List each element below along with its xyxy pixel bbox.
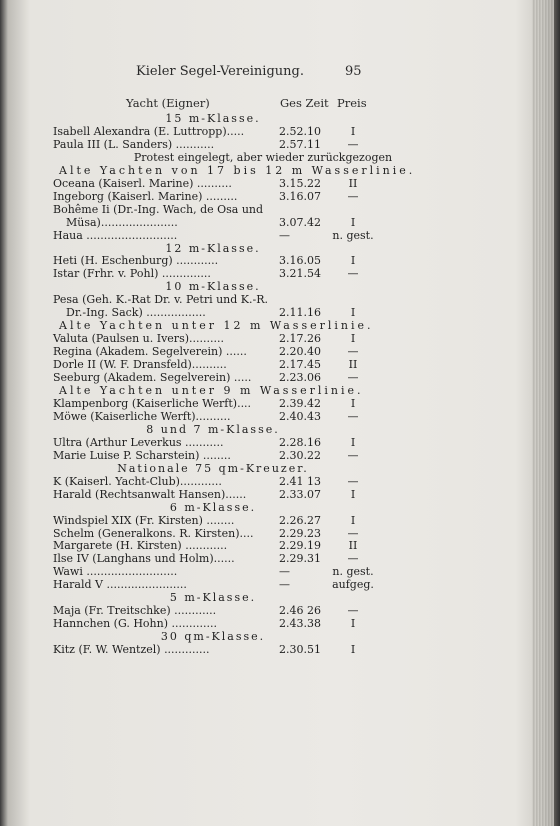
result-row (53, 411, 373, 424)
prize: I (350, 332, 356, 346)
class-heading-text: 10 m-Klasse. (165, 280, 261, 294)
yacht-owner: Dorle II (W. F. Dransfeld).......... (53, 358, 227, 372)
prize: — (347, 267, 359, 281)
prize: n. gest. (332, 565, 374, 579)
prize: — (347, 526, 359, 540)
prize: I (350, 487, 356, 501)
total-time: 3.16.05 (279, 254, 321, 268)
class-heading-text: 6 m-Klasse. (169, 500, 257, 514)
prize: I (350, 435, 356, 449)
prize: — (347, 448, 359, 462)
prize: — (347, 409, 359, 423)
total-time: 2.46 26 (279, 604, 321, 618)
prize: II (348, 358, 358, 372)
total-time: 2.41 13 (279, 474, 321, 488)
prize: I (350, 254, 356, 268)
total-time: 2.29.31 (279, 552, 321, 566)
class-heading-text: Alte Yachten unter 9 m Wasserlinie. (59, 384, 364, 398)
prize: — (347, 604, 359, 618)
yacht-owner: Hannchen (G. Hohn) ............. (53, 617, 217, 631)
class-heading (53, 502, 373, 515)
yacht-column-header: Yacht (Eigner) (126, 96, 210, 110)
page-edges (532, 0, 554, 826)
result-row (53, 191, 373, 204)
yacht-owner: Möwe (Kaiserliche Werft).......... (53, 409, 231, 423)
class-heading-text: Alte Yachten unter 12 m Wasserlinie. (59, 319, 374, 333)
prize: — (347, 137, 359, 151)
prize: II (348, 176, 358, 190)
total-time: — (279, 228, 290, 242)
total-time: 2.30.51 (279, 643, 321, 657)
class-heading-text: Alte Yachten von 17 bis 12 m Wasserlinie. (59, 163, 416, 177)
yacht-owner: Kitz (F. W. Wentzel) ............. (53, 643, 210, 657)
total-time: 2.52.10 (279, 124, 321, 138)
result-row (53, 450, 373, 463)
prize: — (347, 474, 359, 488)
running-title: Kieler Segel-Vereinigung. (136, 64, 304, 79)
prize: n. gest. (332, 228, 374, 242)
class-heading (53, 463, 373, 476)
result-row-continuation (53, 217, 373, 230)
yacht-owner: Isabell Alexandra (E. Luttropp)..... (53, 124, 245, 138)
yacht-owner: K (Kaiserl. Yacht-Club)............ (53, 474, 222, 488)
total-time: 2.40.43 (279, 409, 321, 423)
column-headers (40, 96, 370, 112)
result-row (53, 126, 373, 139)
yacht-owner: Windspiel XIX (Fr. Kirsten) ........ (53, 513, 235, 527)
total-time: 2.29.19 (279, 539, 321, 553)
yacht-owner: Dr.-Ing. Sack) ................. (66, 306, 206, 320)
total-time: 2.29.23 (279, 526, 321, 540)
note-text: Protest eingelegt, aber wieder zurückgezogen (133, 150, 393, 164)
total-time: 2.28.16 (279, 435, 321, 449)
book-page (40, 50, 525, 820)
result-row (53, 178, 373, 191)
yacht-owner: Ingeborg (Kaiserl. Marine) ......... (53, 189, 238, 203)
total-time: 3.07.42 (279, 215, 321, 229)
result-row (53, 398, 373, 411)
prize: aufgeg. (332, 578, 374, 592)
total-time: 2.39.42 (279, 396, 321, 410)
yacht-owner: Heti (H. Eschenburg) ............ (53, 254, 219, 268)
page-number: 95 (345, 64, 362, 79)
prize: I (350, 124, 356, 138)
total-time: 2.11.16 (279, 306, 321, 320)
yacht-owner: Wawi .......................... (53, 565, 178, 579)
result-row (53, 644, 373, 657)
page-header (40, 64, 370, 84)
result-row (53, 139, 373, 152)
result-row (53, 204, 373, 217)
yacht-owner: Paula III (L. Sanders) ........... (53, 137, 215, 151)
yacht-owner: Ultra (Arthur Leverkus ........... (53, 435, 224, 449)
yacht-owner: Margarete (H. Kirsten) ............ (53, 539, 228, 553)
total-time: 2.43.38 (279, 617, 321, 631)
total-time: 3.21.54 (279, 267, 321, 281)
total-time: 2.20.40 (279, 345, 321, 359)
total-time: 2.33.07 (279, 487, 321, 501)
prize: I (350, 215, 356, 229)
yacht-owner: Bohême Ii (Dr.-Ing. Wach, de Osa und (53, 202, 264, 216)
class-heading-text: 12 m-Klasse. (165, 241, 261, 255)
yacht-owner: Seeburg (Akadem. Segelverein) ..... (53, 371, 252, 385)
prize: I (350, 306, 356, 320)
total-time: — (279, 565, 290, 579)
class-heading (53, 113, 373, 126)
total-time: 2.17.45 (279, 358, 321, 372)
result-row (53, 515, 373, 528)
result-row (53, 230, 373, 243)
yacht-owner: Pesa (Geh. K.-Rat Dr. v. Petri und K.-R. (53, 293, 269, 307)
total-time: 2.26.27 (279, 513, 321, 527)
class-heading-text: 8 und 7 m-Klasse. (146, 422, 280, 436)
yacht-owner: Harald V ....................... (53, 578, 187, 592)
yacht-owner: Marie Luise P. Scharstein) ........ (53, 448, 231, 462)
results-list (53, 112, 416, 657)
yacht-owner: Istar (Frhr. v. Pohl) .............. (53, 267, 211, 281)
yacht-owner: Maja (Fr. Treitschke) ............ (53, 604, 217, 618)
yacht-owner: Haua .......................... (53, 228, 178, 242)
yacht-owner: Harald (Rechtsanwalt Hansen)...... (53, 487, 247, 501)
prize: I (350, 617, 356, 631)
protest-note (53, 150, 393, 165)
class-heading-text: Nationale 75 qm-Kreuzer. (117, 461, 309, 475)
yacht-owner: Müsa)...................... (66, 215, 178, 229)
total-time: 2.23.06 (279, 371, 321, 385)
prize: I (350, 396, 356, 410)
class-heading (53, 424, 373, 437)
prize-column-header: Preis (337, 96, 367, 110)
total-time: — (279, 578, 290, 592)
prize: — (347, 345, 359, 359)
class-heading-text: 15 m-Klasse. (165, 112, 261, 125)
yacht-owner: Klampenborg (Kaiserliche Werft).... (53, 396, 252, 410)
total-time: 2.30.22 (279, 448, 321, 462)
prize: — (347, 552, 359, 566)
prize: I (350, 643, 356, 657)
total-time: 2.57.11 (279, 137, 321, 151)
yacht-owner: Regina (Akadem. Segelverein) ...... (53, 345, 247, 359)
total-time: 3.16.07 (279, 189, 321, 203)
class-heading-text: 30 qm-Klasse. (160, 630, 266, 644)
prize: — (347, 371, 359, 385)
class-heading-text: 5 m-Klasse. (169, 591, 257, 605)
result-row (53, 437, 373, 450)
yacht-owner: Oceana (Kaiserl. Marine) .......... (53, 176, 232, 190)
total-time: 2.17.26 (279, 332, 321, 346)
class-heading (53, 163, 416, 178)
prize: — (347, 189, 359, 203)
prize: I (350, 513, 356, 527)
yacht-owner: Schelm (Generalkons. R. Kirsten).... (53, 526, 254, 540)
yacht-owner: Ilse IV (Langhans und Holm)...... (53, 552, 235, 566)
result-row (53, 489, 373, 502)
yacht-owner: Valuta (Paulsen u. Ivers).......... (53, 332, 224, 346)
prize: II (348, 539, 358, 553)
total-time: 3.15.22 (279, 176, 321, 190)
result-row (53, 476, 373, 489)
time-column-header: Ges Zeit (280, 96, 329, 110)
